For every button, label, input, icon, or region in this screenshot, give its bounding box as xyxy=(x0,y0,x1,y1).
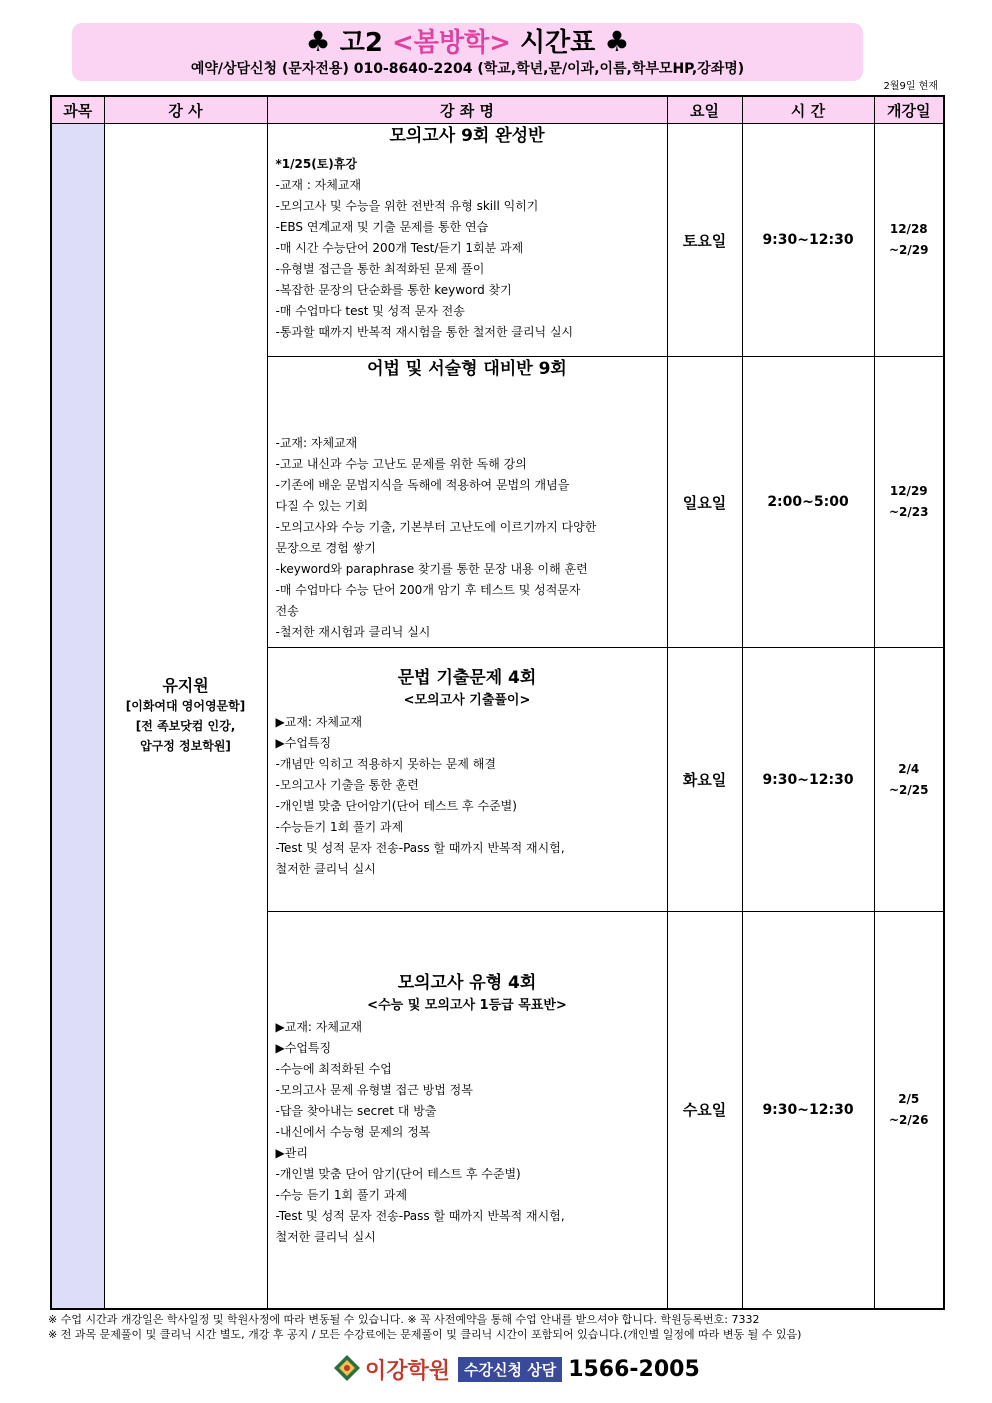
course-line: -고교 내신과 수능 고난도 문제를 위한 독해 강의 xyxy=(275,457,527,471)
course-line: -keyword와 paraphrase 찾기를 통한 문장 내용 이해 훈련 xyxy=(275,562,588,576)
start-date: 12/28 xyxy=(889,222,928,236)
course-line: ▶수업특징 xyxy=(275,1041,332,1056)
period-cell xyxy=(874,912,944,1309)
course-cell xyxy=(267,912,667,1309)
course-title: 모의고사 9회 완성반 xyxy=(389,126,545,146)
course-cell xyxy=(267,648,667,912)
course-line: -모의고사 문제 유형별 접근 방법 정복 xyxy=(275,1083,473,1098)
title-schedule: 시간표 xyxy=(510,28,596,58)
day-cell: 화요일 xyxy=(667,648,742,912)
course-line: -유형별 접근을 통한 최적화된 문제 풀이 xyxy=(275,262,485,276)
course-line: -개념만 익히고 적용하지 못하는 문제 해결 xyxy=(275,757,496,771)
period-cell xyxy=(874,648,944,912)
footnote-line: ※ 수업 시간과 개강일은 학사일정 및 학원사정에 따라 변동될 수 있습니다. ※ 꼭 사전예약을 통해 수업 안내를 받으셔야 합니다. 학원등록번호: 7332 xyxy=(48,1313,760,1326)
course-line: *1/25(토)휴강 xyxy=(275,157,357,171)
start-date: 2/5 xyxy=(898,1091,920,1106)
course-line: -복잡한 문장의 단순화를 통한 keyword 찾기 xyxy=(275,283,512,297)
academy-phone: 1566-2005 xyxy=(568,1356,700,1382)
col-teacher: 강 사 xyxy=(104,96,267,124)
start-date: 12/29 xyxy=(889,484,928,498)
course-line: ▶교재: 자체교재 xyxy=(275,715,363,729)
contact-subtitle: 예약/상담신청 (문자전용) 010-8640-2204 (학교,학년,문/이과,이름,학부모HP,강좌명) xyxy=(190,61,745,77)
club-icon: ♣ xyxy=(305,25,331,58)
time-cell: 9:30~12:30 xyxy=(742,124,874,357)
end-date: ~2/25 xyxy=(889,782,929,797)
end-date: ~2/26 xyxy=(889,1112,929,1127)
course-line: -매 수업마다 test 및 성적 문자 전송 xyxy=(275,304,465,318)
course-line: -수능에 최적화된 수업 xyxy=(275,1062,392,1077)
teacher-cell xyxy=(104,124,267,1309)
course-line: -EBS 연계교재 및 기출 문제를 통한 연습 xyxy=(275,220,489,234)
academy-logo-icon xyxy=(333,1354,361,1384)
col-day: 요일 xyxy=(667,96,742,124)
course-line: -답을 찾아내는 secret 대 방출 xyxy=(275,1104,437,1119)
as-of-date: 2월9일 현재 xyxy=(883,81,938,92)
col-course: 강 좌 명 xyxy=(267,96,667,124)
course-line: ▶관리 xyxy=(275,1146,308,1161)
course-line: -철저한 재시험과 클리닉 실시 xyxy=(275,625,431,639)
course-line: 철저한 클리닉 실시 xyxy=(275,1230,376,1245)
course-line: 다질 수 있는 기회 xyxy=(275,499,369,513)
course-line: 문장으로 경험 쌓기 xyxy=(275,541,376,555)
title-grade: 고2 xyxy=(339,28,392,58)
schedule-table xyxy=(50,95,945,1310)
subject-cell xyxy=(51,124,104,1309)
teacher-name: 유지원 xyxy=(162,675,209,695)
course-title: 모의고사 유형 4회 xyxy=(397,973,537,994)
academy-brand xyxy=(333,1352,700,1386)
footnotes xyxy=(48,1312,801,1342)
time-cell: 2:00~5:00 xyxy=(742,357,874,648)
course-line: -Test 및 성적 문자 전송-Pass 할 때까지 반복적 재시험, xyxy=(275,1209,565,1224)
title-term: <봄방학> xyxy=(391,28,511,58)
course-line: -수능 듣기 1회 풀기 과제 xyxy=(275,1188,408,1203)
end-date: ~2/23 xyxy=(889,505,929,519)
course-cell xyxy=(267,357,667,648)
teacher-bio-line: [전 족보닷컴 인강, xyxy=(135,718,236,733)
course-cell xyxy=(267,124,667,357)
course-line: 전송 xyxy=(275,604,299,618)
course-line: -매 수업마다 수능 단어 200개 암기 후 테스트 및 성적문자 xyxy=(275,583,581,597)
course-line: 철저한 클리닉 실시 xyxy=(275,862,376,876)
course-line: ▶수업특징 xyxy=(275,736,332,750)
teacher-bio-line: [이화여대 영어영문학] xyxy=(125,698,246,713)
course-line: -내신에서 수능형 문제의 정복 xyxy=(275,1125,431,1140)
course-line: -교재 : 자체교재 xyxy=(275,178,362,192)
teacher-bio-line: 압구정 정보학원] xyxy=(140,738,231,753)
time-cell: 9:30~12:30 xyxy=(742,648,874,912)
col-start-date: 개강일 xyxy=(874,96,944,124)
course-line: -모의고사 기출을 통한 훈련 xyxy=(275,778,419,792)
course-title: 어법 및 서술형 대비반 9회 xyxy=(367,359,567,379)
day-cell: 토요일 xyxy=(667,124,742,357)
page-title xyxy=(72,25,863,60)
course-line: -개인별 맞춤 단어 암기(단어 테스트 후 수준별) xyxy=(275,1167,521,1182)
club-icon: ♣ xyxy=(604,25,630,58)
course-line: -개인별 맞춤 단어암기(단어 테스트 후 수준별) xyxy=(275,799,517,813)
course-subtitle: <모의고사 기출풀이> xyxy=(403,693,531,708)
day-cell: 수요일 xyxy=(667,912,742,1309)
start-date: 2/4 xyxy=(898,761,920,776)
course-line: -모의고사 및 수능을 위한 전반적 유형 skill 익히기 xyxy=(275,199,539,213)
col-time: 시 간 xyxy=(742,96,874,124)
col-subject: 과목 xyxy=(51,96,104,124)
course-line: ▶교재: 자체교재 xyxy=(275,1020,363,1035)
day-cell: 일요일 xyxy=(667,357,742,648)
table-row xyxy=(51,124,944,357)
consult-tag: 수강신청 상담 xyxy=(458,1357,562,1382)
period-cell xyxy=(874,124,944,357)
academy-name: 이강학원 xyxy=(365,1358,451,1384)
course-line: -교재: 자체교재 xyxy=(275,436,358,450)
header-banner xyxy=(72,23,863,81)
course-line: -매 시간 수능단어 200개 Test/듣기 1회분 과제 xyxy=(275,241,524,255)
period-cell xyxy=(874,357,944,648)
table-header-row xyxy=(51,96,944,124)
course-line: -Test 및 성적 문자 전송-Pass 할 때까지 반복적 재시험, xyxy=(275,841,565,855)
time-cell: 9:30~12:30 xyxy=(742,912,874,1309)
footnote-line: ※ 전 과목 문제풀이 및 클리닉 시간 별도, 개강 후 공지 / 모든 수강료에는 문제풀이 및 클리닉 시간이 포함되어 있습니다.(개인별 일정에 따라 변동 될 수 있음) xyxy=(48,1328,802,1341)
end-date: ~2/29 xyxy=(889,243,929,257)
course-line: -통과할 때까지 반복적 재시험을 통한 철저한 클리닉 실시 xyxy=(275,325,574,339)
course-title: 문법 기출문제 4회 xyxy=(397,668,537,688)
course-line: -기존에 배운 문법지식을 독해에 적용하여 문법의 개념을 xyxy=(275,478,570,492)
course-line: -모의고사와 수능 기출, 기본부터 고난도에 이르기까지 다양한 xyxy=(275,520,597,534)
course-line: -수능듣기 1회 풀기 과제 xyxy=(275,820,404,834)
course-subtitle: <수능 및 모의고사 1등급 목표반> xyxy=(367,998,567,1014)
